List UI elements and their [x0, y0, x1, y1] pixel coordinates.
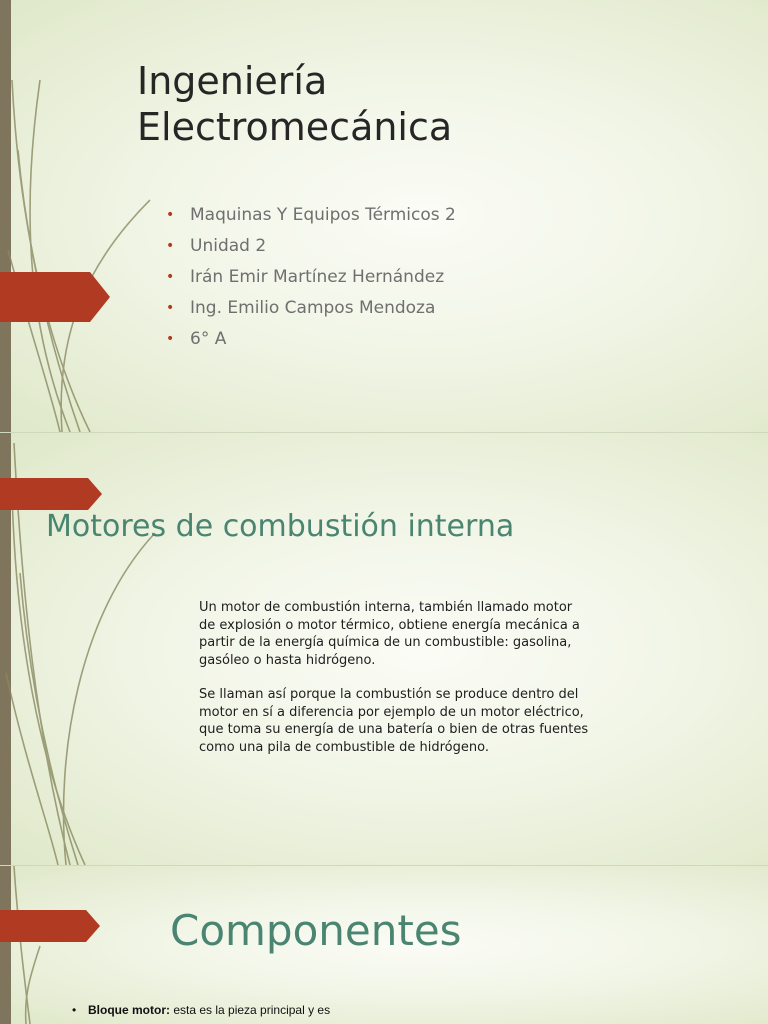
- accent-arrow-tab: [0, 478, 104, 510]
- list-item: [166, 200, 456, 231]
- list-item-text: 6° A: [190, 329, 227, 349]
- slide-title: Motores de combustión interna: [46, 509, 515, 544]
- bullet-icon: •: [166, 331, 175, 347]
- subtitle-bullet-list: [166, 200, 456, 355]
- title-line-1: Ingeniería: [137, 59, 328, 103]
- list-item: [166, 293, 456, 324]
- accent-arrow-tab: [0, 272, 112, 322]
- slide-combustion-engines: [0, 433, 768, 865]
- list-item: [72, 1002, 752, 1018]
- bullet-icon: •: [166, 300, 175, 316]
- title-line-2: Electromecánica: [137, 105, 453, 149]
- bullet-icon: •: [166, 207, 175, 223]
- paragraph: Un motor de combustión interna, también llamado motor de explosión o motor térmico, obtiene energía mecánica a partir de la energía química de un combustible: gasolina, gasóleo o hasta hidrógeno.: [199, 600, 580, 668]
- bullet-icon: •: [166, 269, 175, 285]
- bullet-icon: •: [166, 238, 175, 254]
- list-item: [166, 262, 456, 293]
- page-title: [137, 58, 452, 150]
- list-item: [166, 231, 456, 262]
- list-item: [166, 324, 456, 355]
- slide-title: [0, 0, 768, 432]
- list-item-text: Ing. Emilio Campos Mendoza: [190, 298, 436, 318]
- term-description: esta es la pieza principal y es: [170, 1003, 331, 1017]
- term-label: Bloque motor:: [88, 1003, 170, 1017]
- slide-components: [0, 866, 768, 1024]
- body-text: [199, 599, 589, 773]
- slide-title: Componentes: [170, 906, 462, 955]
- paragraph: Se llaman así porque la combustión se produce dentro del motor en sí a diferencia por ejemplo de un motor eléctrico, que toma su energía de una batería o bien de otras fuentes como una pila de combustible de hidrógeno.: [199, 687, 589, 755]
- list-item-text: Irán Emir Martínez Hernández: [190, 267, 445, 287]
- accent-arrow-tab: [0, 910, 104, 942]
- list-item-text: Unidad 2: [190, 236, 267, 256]
- list-item-text: Maquinas Y Equipos Térmicos 2: [190, 205, 456, 225]
- decorative-swirl-icon: [0, 866, 120, 1024]
- bullet-icon: •: [72, 1003, 77, 1017]
